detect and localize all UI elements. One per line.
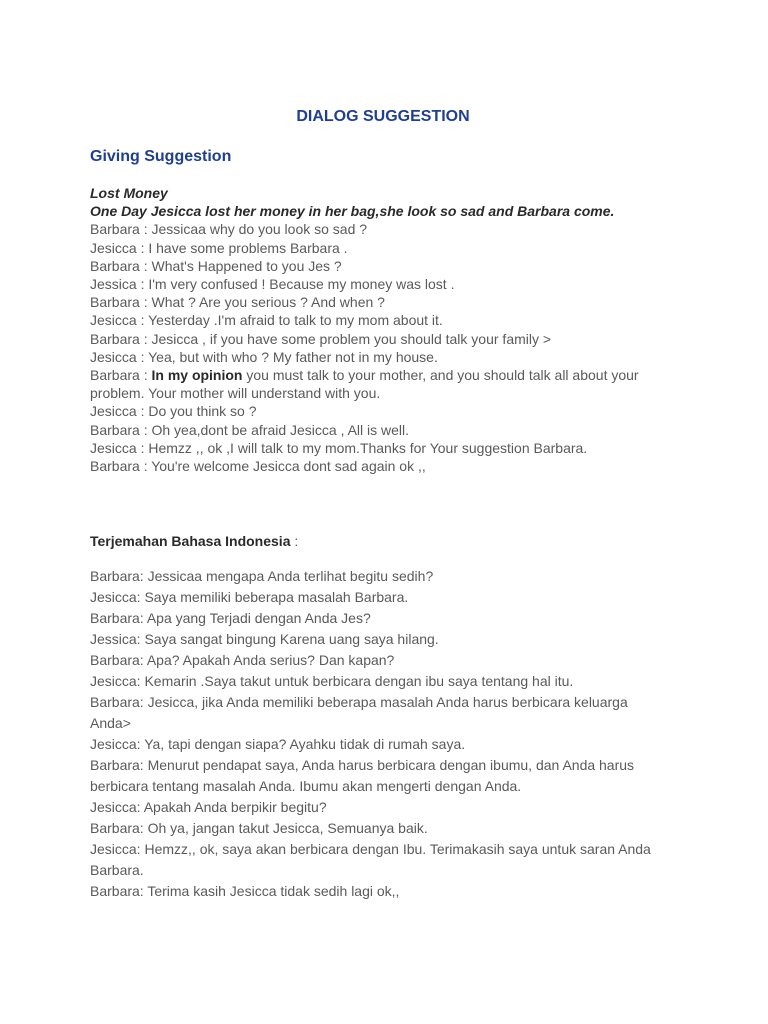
translation-heading bbox=[90, 533, 298, 549]
dialog-line: Jessica : I'm very confused ! Because my money was lost . bbox=[90, 276, 455, 293]
dialog-line: Barbara : What ? Are you serious ? And when ? bbox=[90, 294, 385, 311]
story-title: Lost Money bbox=[90, 185, 168, 201]
dialog-line: Jesicca : Hemzz ,, ok ,I will talk to my mom.Thanks for Your suggestion Barbara. bbox=[90, 439, 588, 456]
translation-line: Jesicca: Hemzz,, ok, saya akan berbicara dengan Ibu. Terimakasih saya untuk saran Anda Barbara. bbox=[90, 841, 651, 878]
translation-line: Barbara: Jesicca, jika Anda memiliki beberapa masalah Anda harus berbicara keluarga Anda> bbox=[90, 694, 628, 731]
document-title: DIALOG SUGGESTION bbox=[296, 108, 470, 125]
dialog-story bbox=[90, 184, 680, 475]
section-heading: Giving Suggestion bbox=[90, 148, 232, 165]
dialog-line: Barbara : Jessicaa why do you look so sad ? bbox=[90, 221, 368, 238]
opinion-speaker: Barbara : bbox=[90, 367, 152, 384]
translation-line: Barbara: Menurut pendapat saya, Anda harus berbicara dengan ibumu, dan Anda harus berbicara tentang masalah Anda. Ibumu akan mengerti dengan Anda. bbox=[90, 757, 635, 794]
opinion-emphasis: In my opinion bbox=[151, 367, 243, 384]
dialog-line: Barbara : Jesicca , if you have some problem you should talk your family > bbox=[90, 330, 552, 347]
translation-line: Jesicca: Saya memiliki beberapa masalah Barbara. bbox=[90, 589, 409, 605]
dialog-line: Jesicca : Do you think so ? bbox=[90, 403, 257, 420]
dialog-lines bbox=[90, 220, 680, 475]
opinion-rest: you must talk to your mother, and you should talk all about your problem. Your mother will understand with you. bbox=[90, 367, 639, 402]
dialog-line: Jesicca : Yesterday .I'm afraid to talk to my mom about it. bbox=[90, 312, 443, 329]
translation-heading-colon: : bbox=[290, 533, 299, 549]
translation-line: Barbara: Terima kasih Jesicca tidak sedih lagi ok,, bbox=[90, 883, 400, 899]
dialog-line-opinion bbox=[90, 366, 680, 402]
translation-line: Jesicca: Ya, tapi dengan siapa? Ayahku tidak di rumah saya. bbox=[90, 736, 466, 752]
dialog-line: Jesicca : I have some problems Barbara . bbox=[90, 239, 348, 256]
translation-heading-text: Terjemahan Bahasa Indonesia bbox=[90, 533, 291, 549]
translation-line: Barbara: Apa yang Terjadi dengan Anda Jes? bbox=[90, 610, 371, 626]
translation-line: Barbara: Apa? Apakah Anda serius? Dan kapan? bbox=[90, 652, 395, 668]
dialog-line: Jesicca : Yea, but with who ? My father not in my house. bbox=[90, 348, 438, 365]
story-intro: One Day Jesicca lost her money in her bag,she look so sad and Barbara come. bbox=[90, 203, 615, 220]
translation-line: Barbara: Jessicaa mengapa Anda terlihat begitu sedih? bbox=[90, 568, 434, 584]
dialog-line: Barbara : You're welcome Jesicca dont sad again ok ,, bbox=[90, 458, 426, 475]
dialog-line: Barbara : Oh yea,dont be afraid Jesicca , All is well. bbox=[90, 421, 410, 438]
dialog-line: Barbara : What's Happened to you Jes ? bbox=[90, 257, 342, 274]
translation-line: Jesicca: Kemarin .Saya takut untuk berbicara dengan ibu saya tentang hal itu. bbox=[90, 673, 574, 689]
translation-line: Jessica: Saya sangat bingung Karena uang saya hilang. bbox=[90, 631, 439, 647]
translation-lines bbox=[90, 566, 670, 902]
translation-line: Barbara: Oh ya, jangan takut Jesicca, Semuanya baik. bbox=[90, 820, 428, 836]
translation-line: Jesicca: Apakah Anda berpikir begitu? bbox=[90, 799, 327, 815]
